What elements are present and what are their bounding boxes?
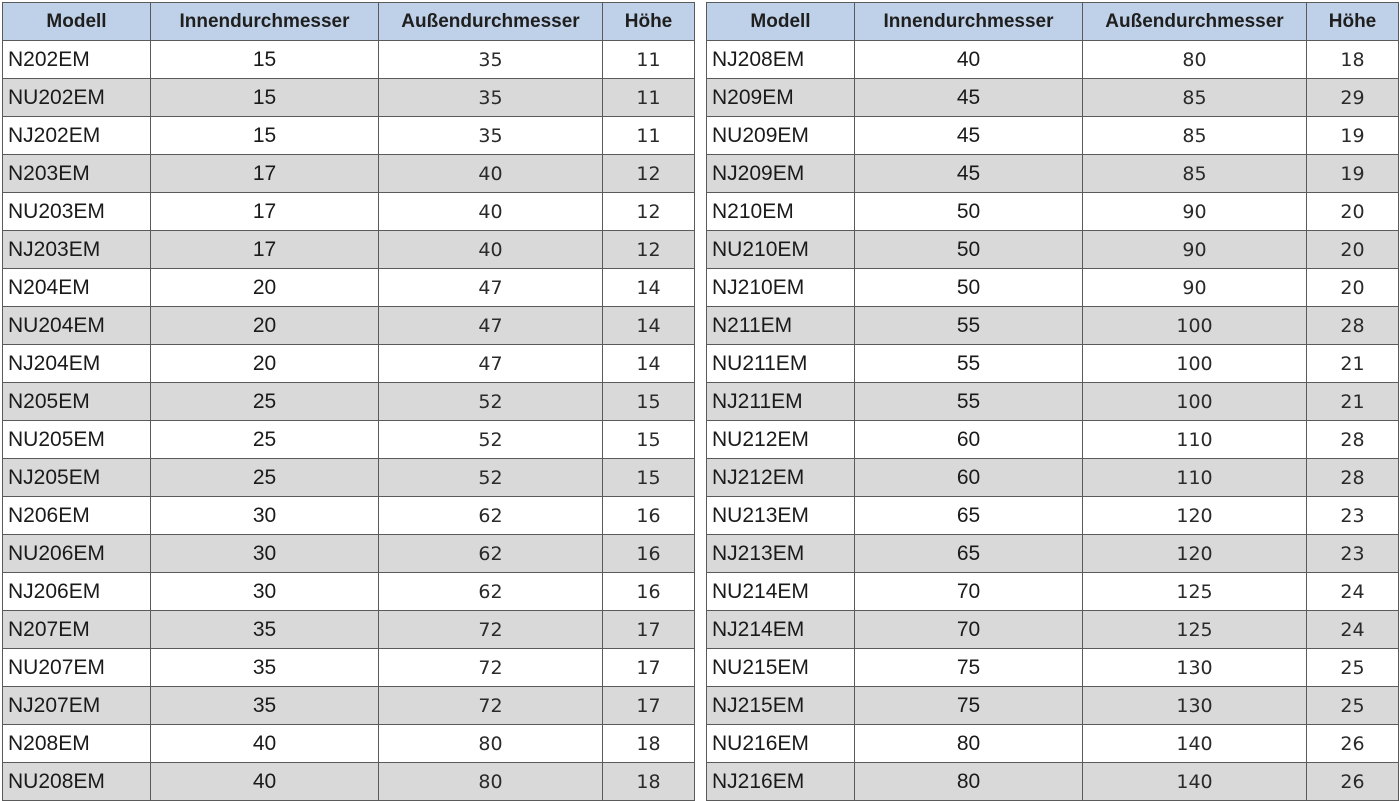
height-cell: 12 <box>603 193 695 231</box>
inner-diameter-cell: 20 <box>151 345 379 383</box>
outer-diameter-cell: 52 <box>379 383 603 421</box>
model-cell: N205EM <box>3 383 151 421</box>
model-cell: NU210EM <box>707 231 855 269</box>
height-cell: 26 <box>1307 763 1399 801</box>
outer-diameter-cell: 110 <box>1083 421 1307 459</box>
height-cell: 26 <box>1307 725 1399 763</box>
height-cell: 15 <box>603 459 695 497</box>
outer-diameter-cell: 100 <box>1083 345 1307 383</box>
height-cell: 24 <box>1307 573 1399 611</box>
table-row <box>707 725 1399 763</box>
outer-diameter-cell: 110 <box>1083 459 1307 497</box>
inner-diameter-cell: 55 <box>855 383 1083 421</box>
inner-diameter-cell: 30 <box>151 497 379 535</box>
inner-diameter-cell: 40 <box>151 763 379 801</box>
inner-diameter-cell: 50 <box>855 269 1083 307</box>
inner-diameter-cell: 17 <box>151 155 379 193</box>
model-cell: N211EM <box>707 307 855 345</box>
table-row <box>707 459 1399 497</box>
table-row <box>3 725 695 763</box>
height-cell: 17 <box>603 611 695 649</box>
model-cell: NJ209EM <box>707 155 855 193</box>
height-cell: 17 <box>603 649 695 687</box>
inner-diameter-cell: 70 <box>855 611 1083 649</box>
inner-diameter-cell: 55 <box>855 307 1083 345</box>
table-row <box>3 687 695 725</box>
model-cell: NU204EM <box>3 307 151 345</box>
height-cell: 20 <box>1307 269 1399 307</box>
inner-diameter-cell: 65 <box>855 497 1083 535</box>
table-row <box>3 649 695 687</box>
height-cell: 17 <box>603 687 695 725</box>
outer-diameter-cell: 100 <box>1083 307 1307 345</box>
outer-diameter-cell: 72 <box>379 687 603 725</box>
table-row <box>3 155 695 193</box>
table-row <box>707 763 1399 801</box>
model-cell: N208EM <box>3 725 151 763</box>
height-cell: 19 <box>1307 117 1399 155</box>
inner-diameter-cell: 35 <box>151 687 379 725</box>
table-row <box>707 117 1399 155</box>
height-cell: 15 <box>603 421 695 459</box>
table-row <box>3 421 695 459</box>
outer-diameter-cell: 62 <box>379 573 603 611</box>
outer-diameter-cell: 130 <box>1083 649 1307 687</box>
outer-diameter-cell: 140 <box>1083 725 1307 763</box>
model-cell: NJ205EM <box>3 459 151 497</box>
table-row <box>707 307 1399 345</box>
height-cell: 28 <box>1307 421 1399 459</box>
table-row <box>3 79 695 117</box>
outer-diameter-cell: 47 <box>379 269 603 307</box>
height-cell: 18 <box>1307 41 1399 79</box>
model-cell: NU212EM <box>707 421 855 459</box>
model-cell: NJ214EM <box>707 611 855 649</box>
table-row <box>707 421 1399 459</box>
inner-diameter-cell: 75 <box>855 649 1083 687</box>
outer-diameter-cell: 90 <box>1083 193 1307 231</box>
inner-diameter-cell: 50 <box>855 231 1083 269</box>
table-row <box>707 79 1399 117</box>
table-row <box>707 535 1399 573</box>
inner-diameter-cell: 45 <box>855 117 1083 155</box>
table-row <box>3 41 695 79</box>
height-cell: 14 <box>603 307 695 345</box>
inner-diameter-cell: 40 <box>855 41 1083 79</box>
height-cell: 14 <box>603 269 695 307</box>
model-cell: N207EM <box>3 611 151 649</box>
header-inner-diameter: Innendurchmesser <box>151 3 379 41</box>
model-cell: NJ213EM <box>707 535 855 573</box>
outer-diameter-cell: 47 <box>379 307 603 345</box>
table-row <box>707 649 1399 687</box>
model-cell: NU209EM <box>707 117 855 155</box>
table-row <box>707 231 1399 269</box>
table-row <box>3 573 695 611</box>
outer-diameter-cell: 40 <box>379 231 603 269</box>
header-height: Höhe <box>603 3 695 41</box>
model-cell: N203EM <box>3 155 151 193</box>
inner-diameter-cell: 15 <box>151 117 379 155</box>
table-row <box>707 383 1399 421</box>
model-cell: NJ208EM <box>707 41 855 79</box>
table-row <box>3 383 695 421</box>
outer-diameter-cell: 35 <box>379 41 603 79</box>
inner-diameter-cell: 20 <box>151 307 379 345</box>
table-row <box>3 535 695 573</box>
inner-diameter-cell: 75 <box>855 687 1083 725</box>
height-cell: 18 <box>603 763 695 801</box>
table-header-row <box>3 3 695 41</box>
outer-diameter-cell: 125 <box>1083 573 1307 611</box>
height-cell: 20 <box>1307 231 1399 269</box>
table-row <box>707 345 1399 383</box>
model-cell: NU214EM <box>707 573 855 611</box>
outer-diameter-cell: 52 <box>379 459 603 497</box>
outer-diameter-cell: 130 <box>1083 687 1307 725</box>
height-cell: 21 <box>1307 345 1399 383</box>
model-cell: N209EM <box>707 79 855 117</box>
height-cell: 11 <box>603 79 695 117</box>
inner-diameter-cell: 20 <box>151 269 379 307</box>
model-cell: NU213EM <box>707 497 855 535</box>
outer-diameter-cell: 120 <box>1083 535 1307 573</box>
inner-diameter-cell: 65 <box>855 535 1083 573</box>
table-row <box>3 459 695 497</box>
inner-diameter-cell: 15 <box>151 41 379 79</box>
model-cell: N202EM <box>3 41 151 79</box>
model-cell: NU205EM <box>3 421 151 459</box>
table-body-right <box>707 41 1399 801</box>
table-row <box>707 269 1399 307</box>
outer-diameter-cell: 90 <box>1083 231 1307 269</box>
table-row <box>3 117 695 155</box>
inner-diameter-cell: 30 <box>151 573 379 611</box>
table-row <box>707 193 1399 231</box>
outer-diameter-cell: 40 <box>379 193 603 231</box>
model-cell: NJ202EM <box>3 117 151 155</box>
outer-diameter-cell: 35 <box>379 117 603 155</box>
height-cell: 29 <box>1307 79 1399 117</box>
height-cell: 21 <box>1307 383 1399 421</box>
outer-diameter-cell: 35 <box>379 79 603 117</box>
outer-diameter-cell: 85 <box>1083 155 1307 193</box>
model-cell: NJ203EM <box>3 231 151 269</box>
inner-diameter-cell: 80 <box>855 763 1083 801</box>
height-cell: 25 <box>1307 687 1399 725</box>
outer-diameter-cell: 80 <box>379 725 603 763</box>
model-cell: NU216EM <box>707 725 855 763</box>
table-row <box>707 497 1399 535</box>
inner-diameter-cell: 17 <box>151 193 379 231</box>
model-cell: NJ211EM <box>707 383 855 421</box>
model-cell: NJ212EM <box>707 459 855 497</box>
table-row <box>3 269 695 307</box>
outer-diameter-cell: 72 <box>379 611 603 649</box>
model-cell: NJ206EM <box>3 573 151 611</box>
height-cell: 11 <box>603 41 695 79</box>
model-cell: NJ216EM <box>707 763 855 801</box>
bearing-table-right <box>706 2 1399 801</box>
table-row <box>3 307 695 345</box>
inner-diameter-cell: 35 <box>151 611 379 649</box>
table-row <box>707 155 1399 193</box>
model-cell: NU207EM <box>3 649 151 687</box>
outer-diameter-cell: 62 <box>379 497 603 535</box>
table-row <box>3 763 695 801</box>
model-cell: NJ207EM <box>3 687 151 725</box>
inner-diameter-cell: 15 <box>151 79 379 117</box>
header-outer-diameter: Außendurchmesser <box>379 3 603 41</box>
table-row <box>3 193 695 231</box>
inner-diameter-cell: 80 <box>855 725 1083 763</box>
outer-diameter-cell: 85 <box>1083 117 1307 155</box>
table-header-row <box>707 3 1399 41</box>
outer-diameter-cell: 72 <box>379 649 603 687</box>
table-row <box>3 231 695 269</box>
height-cell: 24 <box>1307 611 1399 649</box>
height-cell: 11 <box>603 117 695 155</box>
header-height: Höhe <box>1307 3 1399 41</box>
height-cell: 12 <box>603 231 695 269</box>
outer-diameter-cell: 47 <box>379 345 603 383</box>
model-cell: N206EM <box>3 497 151 535</box>
height-cell: 28 <box>1307 307 1399 345</box>
height-cell: 18 <box>603 725 695 763</box>
outer-diameter-cell: 120 <box>1083 497 1307 535</box>
table-body-left <box>3 41 695 801</box>
outer-diameter-cell: 80 <box>379 763 603 801</box>
height-cell: 20 <box>1307 193 1399 231</box>
inner-diameter-cell: 60 <box>855 459 1083 497</box>
height-cell: 14 <box>603 345 695 383</box>
model-cell: N204EM <box>3 269 151 307</box>
inner-diameter-cell: 55 <box>855 345 1083 383</box>
inner-diameter-cell: 45 <box>855 155 1083 193</box>
height-cell: 16 <box>603 573 695 611</box>
model-cell: NJ204EM <box>3 345 151 383</box>
inner-diameter-cell: 25 <box>151 383 379 421</box>
height-cell: 23 <box>1307 535 1399 573</box>
model-cell: NJ210EM <box>707 269 855 307</box>
outer-diameter-cell: 100 <box>1083 383 1307 421</box>
inner-diameter-cell: 70 <box>855 573 1083 611</box>
table-row <box>3 345 695 383</box>
table-row <box>707 41 1399 79</box>
bearing-table-left <box>2 2 695 801</box>
inner-diameter-cell: 60 <box>855 421 1083 459</box>
outer-diameter-cell: 125 <box>1083 611 1307 649</box>
model-cell: NU208EM <box>3 763 151 801</box>
table-row <box>3 497 695 535</box>
model-cell: NJ215EM <box>707 687 855 725</box>
outer-diameter-cell: 85 <box>1083 79 1307 117</box>
inner-diameter-cell: 25 <box>151 459 379 497</box>
header-model: Modell <box>3 3 151 41</box>
outer-diameter-cell: 140 <box>1083 763 1307 801</box>
height-cell: 28 <box>1307 459 1399 497</box>
height-cell: 25 <box>1307 649 1399 687</box>
model-cell: NU215EM <box>707 649 855 687</box>
model-cell: N210EM <box>707 193 855 231</box>
outer-diameter-cell: 52 <box>379 421 603 459</box>
inner-diameter-cell: 40 <box>151 725 379 763</box>
table-row <box>707 611 1399 649</box>
height-cell: 16 <box>603 535 695 573</box>
outer-diameter-cell: 62 <box>379 535 603 573</box>
inner-diameter-cell: 45 <box>855 79 1083 117</box>
height-cell: 16 <box>603 497 695 535</box>
model-cell: NU202EM <box>3 79 151 117</box>
table-row <box>707 573 1399 611</box>
model-cell: NU211EM <box>707 345 855 383</box>
outer-diameter-cell: 90 <box>1083 269 1307 307</box>
header-inner-diameter: Innendurchmesser <box>855 3 1083 41</box>
model-cell: NU203EM <box>3 193 151 231</box>
inner-diameter-cell: 50 <box>855 193 1083 231</box>
table-row <box>707 687 1399 725</box>
inner-diameter-cell: 35 <box>151 649 379 687</box>
inner-diameter-cell: 30 <box>151 535 379 573</box>
inner-diameter-cell: 25 <box>151 421 379 459</box>
height-cell: 12 <box>603 155 695 193</box>
outer-diameter-cell: 80 <box>1083 41 1307 79</box>
header-outer-diameter: Außendurchmesser <box>1083 3 1307 41</box>
height-cell: 23 <box>1307 497 1399 535</box>
outer-diameter-cell: 40 <box>379 155 603 193</box>
height-cell: 15 <box>603 383 695 421</box>
table-row <box>3 611 695 649</box>
inner-diameter-cell: 17 <box>151 231 379 269</box>
height-cell: 19 <box>1307 155 1399 193</box>
model-cell: NU206EM <box>3 535 151 573</box>
header-model: Modell <box>707 3 855 41</box>
